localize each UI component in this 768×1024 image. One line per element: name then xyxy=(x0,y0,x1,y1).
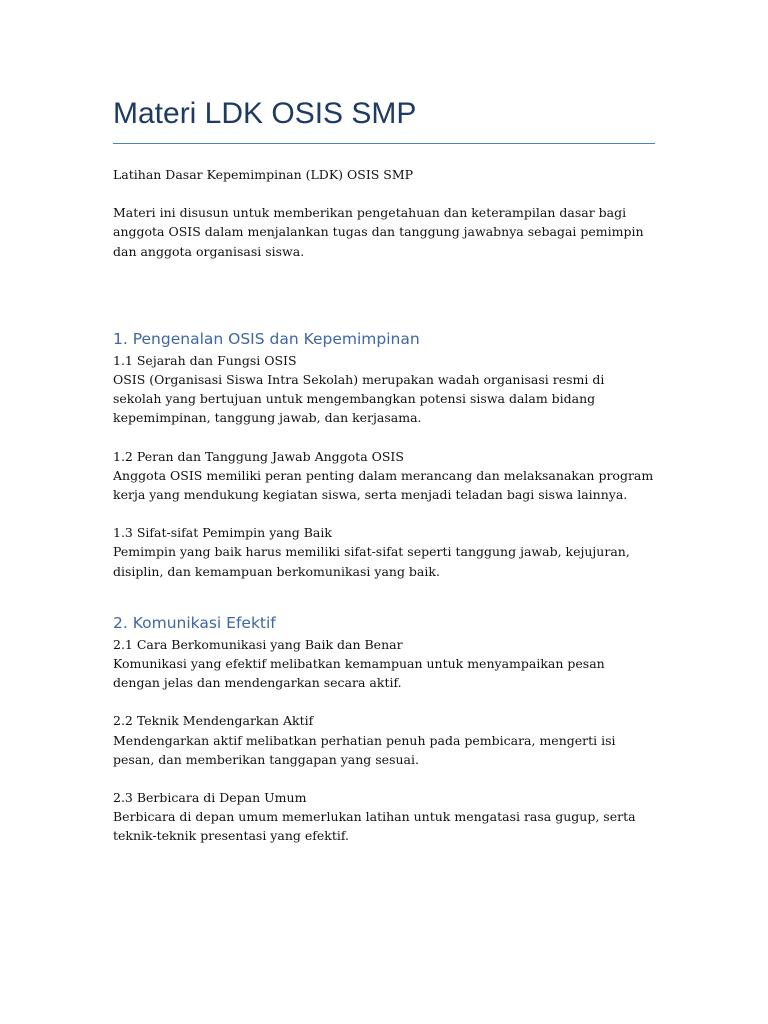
subsection-body: Berbicara di depan umum memerlukan latihan untuk mengatasi rasa gugup, serta teknik-teknik presentasi yang efektif. xyxy=(113,809,636,844)
section-komunikasi-efektif xyxy=(113,613,655,846)
subsection-body: Anggota OSIS memiliki peran penting dalam merancang dan melaksanakan program kerja yang mendukung kegiatan siswa, serta menjadi teladan bagi siswa lainnya. xyxy=(113,467,654,503)
section-heading: 2. Komunikasi Efektif xyxy=(113,613,276,632)
document-subtitle: Latihan Dasar Kepemimpinan (LDK) OSIS SMP xyxy=(113,167,414,182)
document-title: Materi LDK OSIS SMP xyxy=(113,94,655,144)
subsection-peran-tanggung-jawab xyxy=(113,447,655,505)
subsection-mendengarkan-aktif xyxy=(113,711,655,769)
subsection-title: 1.3 Sifat-sifat Pemimpin yang Baik xyxy=(113,525,332,541)
subsection-body: OSIS (Organisasi Siswa Intra Sekolah) merupakan wadah organisasi resmi di sekolah yang bertujuan untuk mengembangkan potensi siswa dalam bidang kepemimpinan, tanggung jawab, dan kerjasama. xyxy=(113,372,605,426)
subsection-sejarah-fungsi xyxy=(113,351,655,428)
subsection-body: Komunikasi yang efektif melibatkan kemampuan untuk menyampaikan pesan dengan jelas dan mendengarkan secara aktif. xyxy=(113,656,605,691)
subsection-title: 1.1 Sejarah dan Fungsi OSIS xyxy=(113,352,297,368)
subsection-title: 2.3 Berbicara di Depan Umum xyxy=(113,790,307,806)
subsection-body: Pemimpin yang baik harus memiliki sifat-sifat seperti tanggung jawab, kejujuran, disiplin, dan kemampuan berkomunikasi yang baik. xyxy=(113,544,630,579)
subsection-berbicara-depan-umum xyxy=(113,788,655,846)
subsection-cara-berkomunikasi xyxy=(113,635,655,693)
subsection-body: Mendengarkan aktif melibatkan perhatian penuh pada pembicara, mengerti isi pesan, dan memberikan tanggapan yang sesuai. xyxy=(113,732,616,767)
subsection-title: 1.2 Peran dan Tanggung Jawab Anggota OSIS xyxy=(113,448,404,464)
section-heading: 1. Pengenalan OSIS dan Kepemimpinan xyxy=(113,329,420,348)
section-pengenalan-osis xyxy=(113,329,655,581)
subsection-sifat-pemimpin xyxy=(113,523,655,581)
subsection-title: 2.2 Teknik Mendengarkan Aktif xyxy=(113,713,314,729)
intro-paragraph: Materi ini disusun untuk memberikan pengetahuan dan keterampilan dasar bagi anggota OSIS dalam menjalankan tugas dan tanggung jawabnya sebagai pemimpin dan anggota organisasi siswa. xyxy=(113,205,644,259)
subsection-title: 2.1 Cara Berkomunikasi yang Baik dan Benar xyxy=(113,636,403,652)
